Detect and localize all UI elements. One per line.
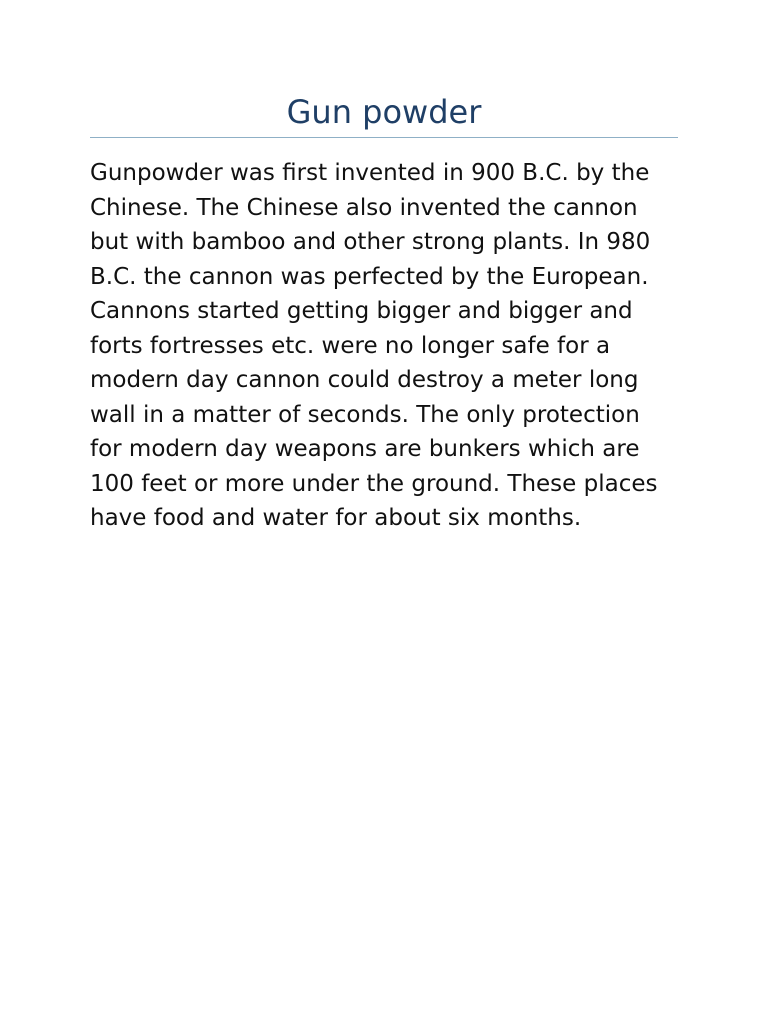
title-divider <box>90 137 678 138</box>
document-title: Gun powder <box>286 93 482 131</box>
document-body-paragraph: Gunpowder was first invented in 900 B.C. by the Chinese. The Chinese also invented the cannon but with bamboo and other strong plants. In 980 B.C. the cannon was perfected by the European. Cannons started getting bigger and bigger and forts fortresses etc. were no longer safe for a modern day cannon could destroy a meter long wall in a matter of seconds. The only protection for modern day weapons are bunkers which are 100 feet or more under the ground. These places have food and water for about six months. <box>90 160 658 531</box>
